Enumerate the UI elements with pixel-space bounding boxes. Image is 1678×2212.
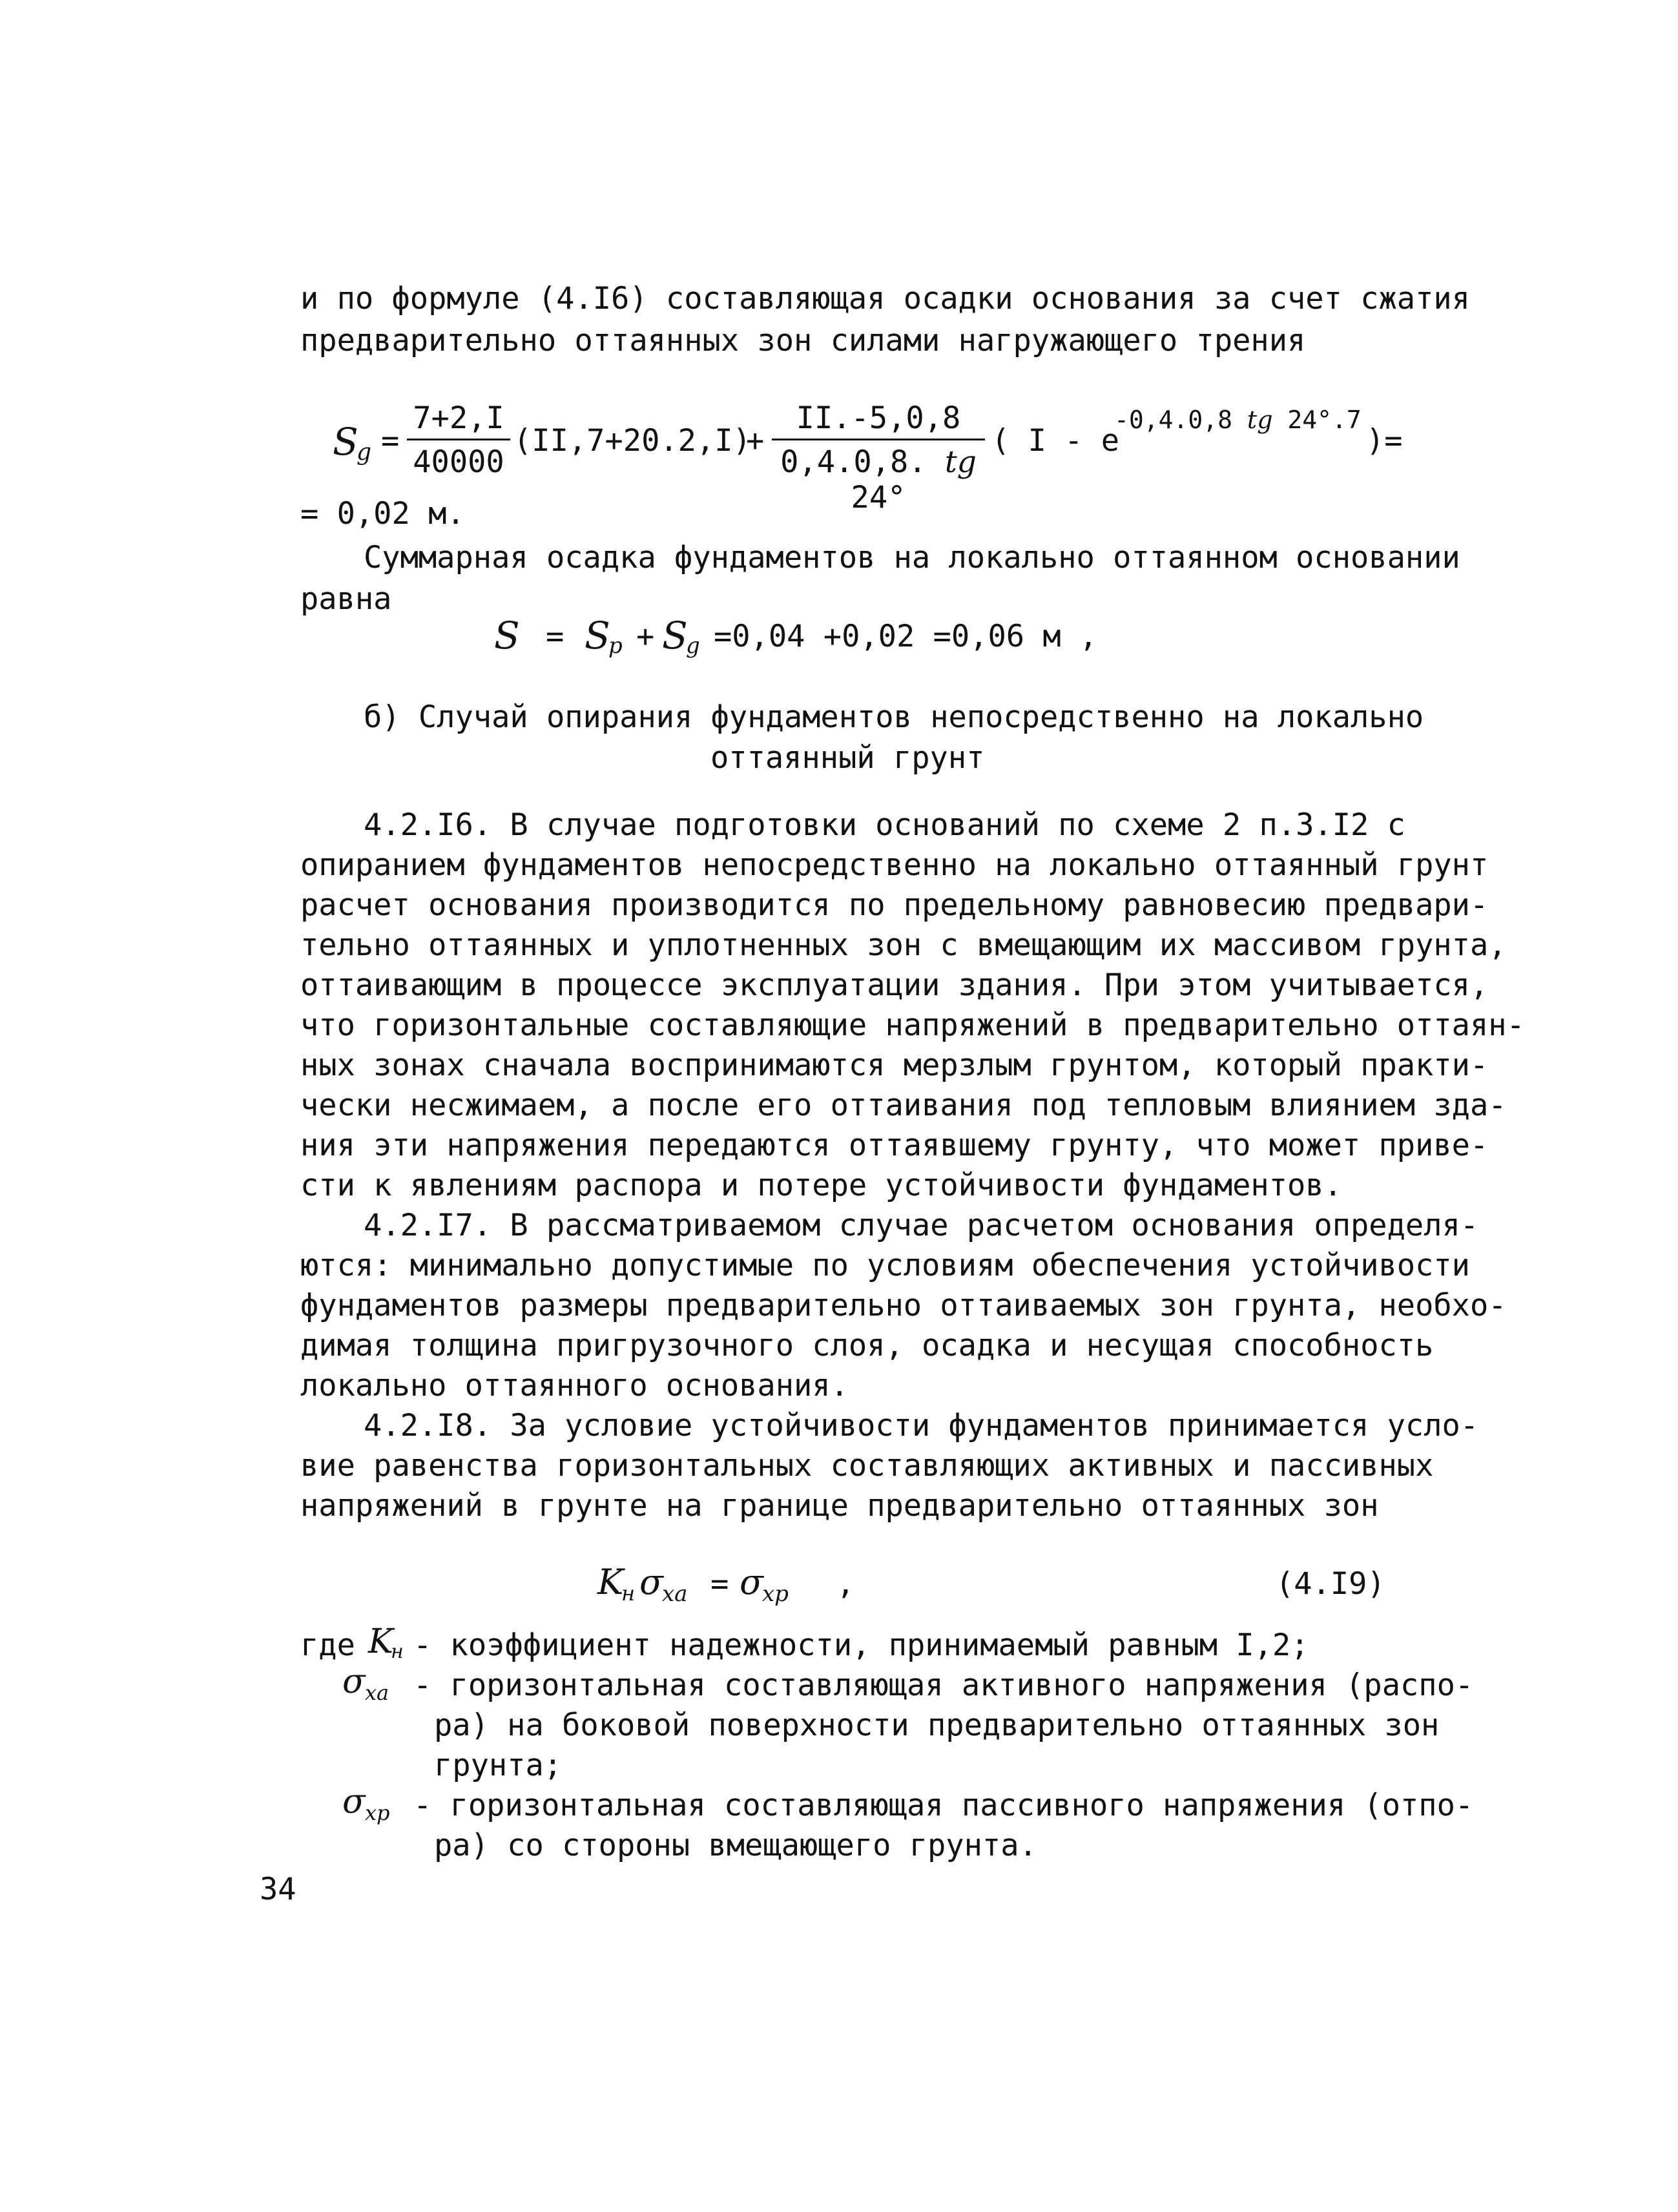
where-sigma-a: σ (342, 1662, 366, 1701)
where-k-text: - коэффициент надежности, принимаемый равным I,2; (413, 1628, 1309, 1663)
eq2-sp-sub: p (608, 633, 623, 659)
p4217-line: фундаментов размеры предварительно оттаиваемых зон грунта, необхо- (300, 1288, 1507, 1323)
eq1-exp-angle: 24°.7 (1287, 406, 1362, 434)
p4216-line: что горизонтальные составляющие напряжений в предварительно оттаян- (300, 1008, 1525, 1043)
p4217-line: 4.2.I7. В рассматриваемом случае расчетом основания определя- (364, 1208, 1479, 1243)
p4217-line: ются: минимально допустимые по условиям обеспечения устойчивости (300, 1248, 1470, 1283)
p4216-line: тельно оттаянных и уплотненных зон с вмещающим их массивом грунта, (300, 927, 1507, 963)
eq2-sg: S (662, 614, 688, 657)
eq1-exponent (1114, 406, 1362, 434)
eq419-sigma-a-sub: xa (662, 1581, 688, 1607)
eq1-plus: + (746, 423, 765, 459)
eq419-sigma-p-sub: xp (762, 1581, 789, 1607)
p4216-line: ных зонах сначала воспринимаются мерзлым грунтом, который практи- (300, 1048, 1489, 1083)
eq419-number: (4.I9) (1276, 1566, 1385, 1602)
p4217-line: локально оттаянного основания. (300, 1368, 849, 1403)
eq1-result: = 0,02 м. (300, 496, 465, 532)
eq419-sigma-p: σ (740, 1562, 763, 1602)
eq1-frac2-den-angle: 24° (851, 480, 906, 515)
eq1-frac1-num: 7+2,I (407, 400, 510, 440)
eq419-sigma-a: σ (639, 1562, 663, 1602)
where-gde: где (300, 1628, 355, 1663)
eq1-fraction-1 (407, 400, 510, 480)
eq1-frac2-den (772, 440, 985, 515)
eq1-frac1-den: 40000 (413, 444, 504, 480)
eq1-exp-text: -0,4.0,8 (1114, 406, 1233, 434)
eq1-tail: )= (1366, 423, 1403, 459)
eq1-frac2-num: II.-5,0,8 (772, 400, 985, 440)
where-sp-line-1: - горизонтальная составляющая пассивного напряжения (отпо- (413, 1788, 1474, 1823)
eq1-frac2-den-tg: tg (944, 444, 977, 480)
intro-line-2: предварительно оттаянных зон силами нагружающего трения (300, 323, 1306, 358)
p4216-line: ния эти напряжения передаются оттаявшему грунту, что может приве- (300, 1128, 1489, 1163)
section-b-line-1: б) Случай опирания фундаментов непосредственно на локально (364, 699, 1424, 735)
p4218-line: 4.2.I8. За условие устойчивости фундаментов принимается усло- (364, 1408, 1479, 1443)
p4216-line: опиранием фундаментов непосредственно на локально оттаянный грунт (300, 847, 1489, 883)
where-sigma-a-sub: xa (365, 1680, 389, 1705)
where-sp-line-2: ра) со стороны вмещающего грунта. (434, 1828, 1037, 1863)
eq1-term1: (II,7+20.2,I) (513, 423, 751, 459)
eq2-sp: S (585, 614, 610, 657)
where-k-sub: н (391, 1640, 404, 1663)
where-k: K (368, 1622, 393, 1661)
eq1-fraction-2 (772, 400, 985, 515)
intro-line-1: и по формуле (4.I6) составляющая осадки основания за счет сжатия (300, 281, 1470, 316)
eq2-eq: = (546, 619, 565, 654)
p4216-line: расчет основания производится по предельному равновесию предвари- (300, 887, 1489, 923)
eq1-equals: = (381, 423, 400, 459)
section-b-line-2: оттаянный грунт (710, 740, 985, 776)
summary-line-1: Суммарная осадка фундаментов на локально оттаянном основании (364, 540, 1460, 575)
where-sa-line-3: грунта; (434, 1748, 563, 1783)
p4218-line: вие равенства горизонтальных составляющих активных и пассивных (300, 1448, 1434, 1483)
eq2-values: =0,04 +0,02 =0,06 м , (714, 619, 1098, 654)
eq419-k-sub: н (621, 1581, 636, 1606)
eq419-comma: , (836, 1566, 855, 1602)
summary-line-2: равна (300, 581, 392, 617)
p4216-line: сти к явлениям распора и потере устойчивости фундаментов. (300, 1168, 1342, 1203)
eq1-paren: ( I - e (991, 423, 1120, 459)
where-sigma-p-sub: xp (365, 1801, 390, 1825)
eq1-lhs-sub: g (357, 439, 372, 466)
eq1-exp-tg: tg (1247, 406, 1273, 434)
eq419-k: K (597, 1562, 624, 1602)
p4218-line: напряжений в грунте на границе предварительно оттаянных зон (300, 1488, 1379, 1524)
where-sa-line-2: ра) на боковой поверхности предварительно оттаянных зон (434, 1708, 1440, 1743)
page-number: 34 (260, 1872, 296, 1907)
p4216-line: 4.2.I6. В случае подготовки оснований по схеме 2 п.3.I2 с (364, 807, 1405, 843)
where-sigma-p: σ (342, 1783, 366, 1821)
eq2-sg-sub: g (686, 633, 700, 659)
eq1-frac2-den-text: 0,4.0,8. (780, 444, 927, 480)
p4216-line: чески несжимаем, а после его оттаивания под тепловым влиянием зда- (300, 1088, 1507, 1123)
eq2-plus: + (636, 619, 655, 654)
eq2-s: S (494, 614, 520, 657)
p4217-line: димая толщина пригрузочного слоя, осадка и несущая способность (300, 1328, 1434, 1363)
where-sa-line-1: - горизонтальная составляющая активного напряжения (распо- (413, 1668, 1474, 1703)
p4216-line: оттаивающим в процессе эксплуатации здания. При этом учитывается, (300, 967, 1489, 1003)
eq1-lhs-symbol: S (333, 420, 358, 464)
eq419-eq: = (710, 1566, 729, 1602)
